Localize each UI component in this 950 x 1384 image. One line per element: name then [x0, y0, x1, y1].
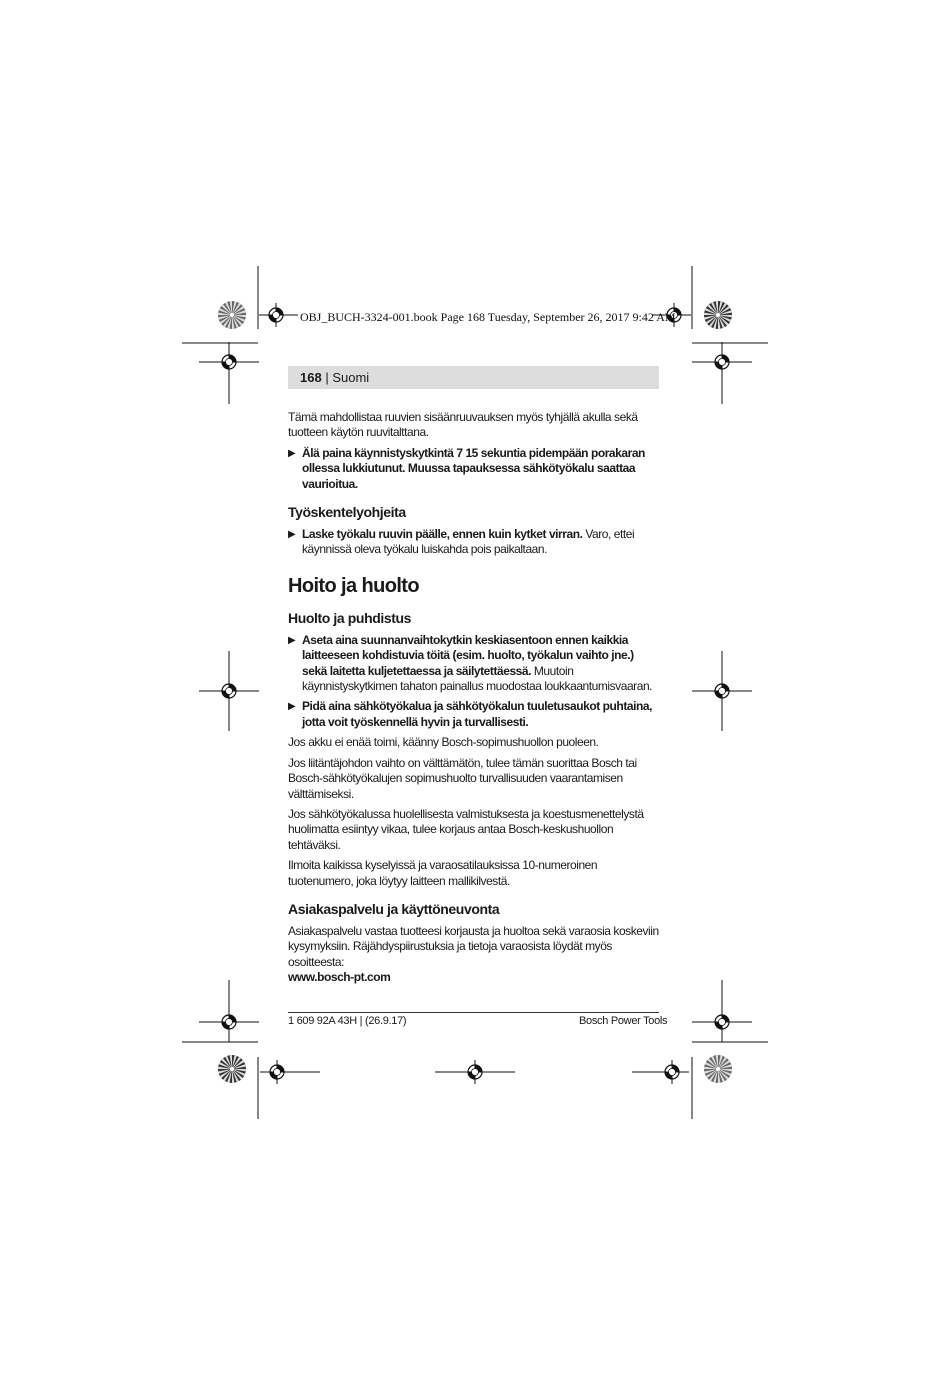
maintenance-bullet-2-bold: Pidä aina sähkötyökalua ja sähkötyökalun tuuletusaukot puhtaina, jotta voit työskennellä hyvin ja turvallisesti.	[302, 699, 652, 729]
work-bullet-text: Varo, ettei käynnissä oleva työkalu luiskahda pois paikaltaan.	[302, 527, 635, 557]
footer-doc-number: 1 609 92A 43H | (26.9.17)	[288, 1015, 407, 1027]
star-center	[230, 1067, 234, 1071]
page-number: 168	[300, 370, 322, 385]
bullet-arrow-icon: ▶	[288, 529, 296, 541]
registration-target-center	[472, 1069, 479, 1076]
bullet-arrow-icon: ▶	[288, 701, 296, 713]
service-heading: Asiakaspalvelu ja käyttöneuvonta	[288, 900, 500, 917]
footer-brand: Bosch Power Tools	[579, 1015, 668, 1027]
registration-target-center	[669, 1069, 676, 1076]
header-language: Suomi	[332, 370, 370, 385]
book-info-line: OBJ_BUCH-3324-001.book Page 168 Tuesday, September 26, 2017 9:42 AM	[300, 310, 676, 324]
footer-rule	[288, 1012, 659, 1013]
registration-target-center	[719, 688, 726, 695]
header-separator: |	[321, 370, 333, 385]
maintenance-bullet-1-text: Muutoin käynnistyskytkimen tahaton painallus muodostaa loukkaantumisvaaran.	[302, 663, 653, 694]
star-center	[230, 313, 234, 317]
work-bullet	[288, 527, 659, 558]
intro-paragraph: Tämä mahdollistaa ruuvien sisäänruuvauksen myös tyhjällä akulla sekä tuotteen käytön ruuvitalttana.	[288, 410, 638, 440]
warning-bullet	[288, 446, 659, 492]
battery-paragraph: Jos akku ei enää toimi, käänny Bosch-sopimushuollon puoleen.	[288, 735, 599, 750]
maintenance-bullet-1	[288, 633, 659, 695]
bullet-arrow-icon: ▶	[288, 634, 296, 646]
registration-target-center	[274, 1069, 281, 1076]
page-header	[288, 366, 659, 389]
registration-target-center	[719, 359, 726, 366]
work-bullet-bold: Laske työkalu ruuvin päälle, ennen kuin kytket virran.	[302, 527, 583, 542]
service-paragraph: Asiakaspalvelu vastaa tuotteesi korjausta ja huoltoa sekä varaosia koskeviin kysymyksiin. Räjähdyspiirustuksia ja tietoja varaosista löydät myös osoitteesta:	[288, 923, 659, 969]
registration-target-center	[273, 312, 280, 319]
page-content	[288, 410, 659, 986]
maintenance-bullet-2	[288, 699, 659, 730]
work-instructions-heading: Työskentelyohjeita	[288, 504, 406, 521]
service-url-link[interactable]: www.bosch-pt.com	[288, 970, 391, 985]
registration-target-center	[719, 1019, 726, 1026]
warning-text: Älä paina käynnistyskytkintä 7 15 sekuntia pidempään porakaran ollessa lukkiutunut. Muussa tapauksessa sähkötyökalu saattaa vaurioitua.	[302, 445, 645, 491]
registration-target-center	[226, 1019, 233, 1026]
section-heading: Hoito ja huolto	[288, 574, 419, 597]
inquiry-paragraph: Ilmoita kaikissa kyselyissä ja varaosatilauksissa 10-numeroinen tuotenumero, joka löytyy laitteen mallikilvestä.	[288, 858, 598, 888]
registration-target-center	[226, 688, 233, 695]
registration-target-center	[226, 359, 233, 366]
cord-paragraph: Jos liitäntäjohdon vaihto on välttämätön, tulee tämän suorittaa Bosch tai Bosch-sähkötyökalujen sopimushuolto turvallisuuden vaarantamisen välttämiseksi.	[288, 755, 637, 801]
star-center	[716, 313, 720, 317]
maintenance-bullet-1-bold: Aseta aina suunnanvaihtokytkin keskiasentoon ennen kaikkia laitteeseen kohdistuvia töitä (esim. huolto, työkalun vaihto jne.) sekä laitetta kuljetettaessa ja säilytettäessä.	[302, 632, 634, 678]
star-center	[716, 1067, 720, 1071]
repair-paragraph: Jos sähkötyökalussa huolellisesta valmistuksesta ja koestusmenettelystä huolimatta esiintyy vikaa, tulee korjaus antaa Bosch-keskushuollon tehtäväksi.	[288, 806, 644, 852]
bullet-arrow-icon: ▶	[288, 447, 296, 459]
maintenance-heading: Huolto ja puhdistus	[288, 609, 412, 626]
